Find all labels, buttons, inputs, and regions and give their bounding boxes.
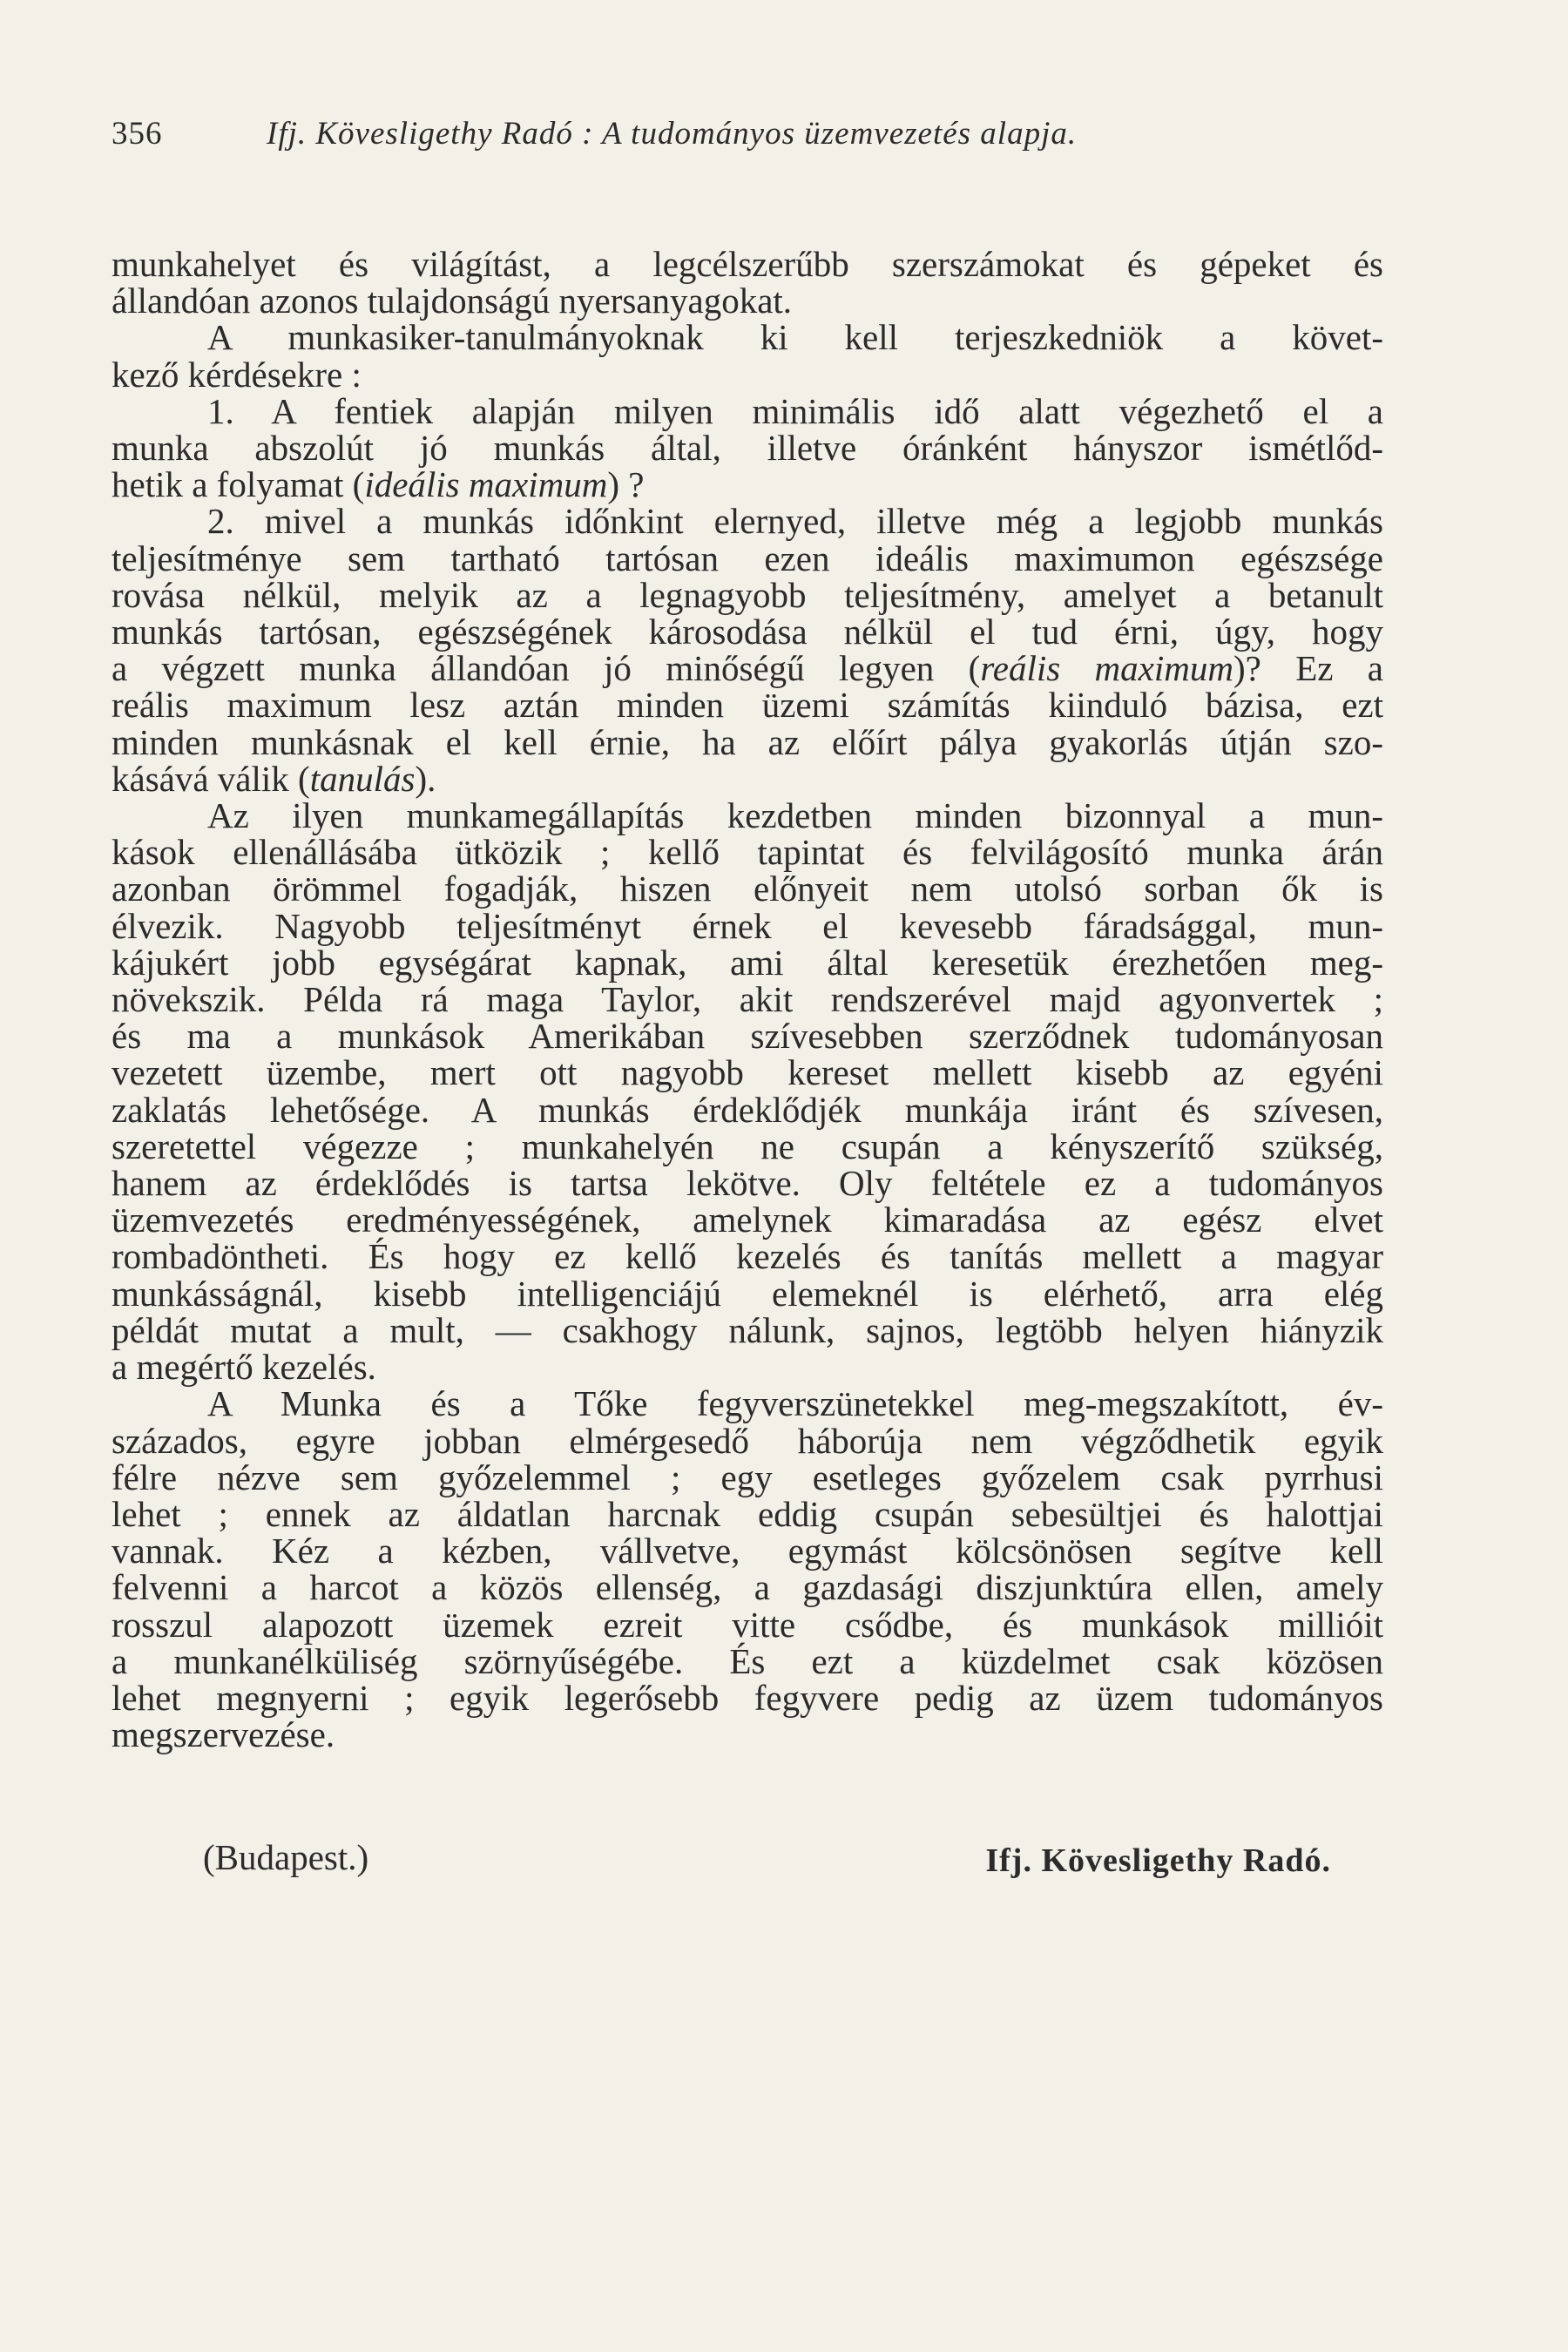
text-line: 1. A fentiek alapján milyen minimális idő alatt végezhető el a [207, 390, 1383, 431]
text-line: kások ellenállásába ütközik ; kellő tapintat és felvilágosító munka árán [112, 832, 1383, 873]
text-line: minden munkásnak el kell érnie, ha az előírt pálya gyakorlás útján szo- [112, 721, 1383, 762]
paragraph-1 [112, 246, 1383, 319]
text-line: munkásságnál, kisebb intelligenciájú elemeknél is elérhető, arra elég [112, 1273, 1383, 1314]
text-line: azonban örömmel fogadják, hiszen előnyeit nem utolsó sorban ők is [112, 868, 1383, 909]
page-header [112, 115, 1383, 167]
text-line: állandóan azonos tulajdonságú nyersanyagokat. [112, 280, 793, 321]
text-line: rosszul alapozott üzemek ezreit vitte csődbe, és munkások millióit [112, 1604, 1383, 1645]
paragraph-3 [112, 390, 1383, 505]
signature-row [112, 1836, 1383, 1889]
text-line: reális maximum lesz aztán minden üzemi számítás kiinduló bázisa, ezt [112, 685, 1383, 726]
text-segment: ) ? [607, 464, 645, 505]
text-line: a megértő kezelés. [112, 1347, 376, 1388]
italic-term: tanulás [309, 758, 416, 799]
running-head: Ifj. Kövesligethy Radó : A tudományos üzemvezetés alapja. [267, 116, 1078, 152]
paragraph-5 [112, 795, 1383, 1388]
text-segment: )? Ez a [1233, 648, 1383, 689]
text-line: munkahelyet és világítást, a legcélszerűbb szerszámokat és gépeket és [112, 244, 1383, 284]
text-line: és ma a munkások Amerikában szívesebben szerződnek tudományosan [112, 1016, 1383, 1057]
italic-term: reális maximum [980, 648, 1233, 689]
text-line: lehet megnyerni ; egyik legerősebb fegyvere pedig az üzem tudományos [112, 1677, 1383, 1718]
text-line: zaklatás lehetősége. A munkás érdeklődjék munkája iránt és szívesen, [112, 1089, 1383, 1130]
text-segment: ). [415, 758, 436, 799]
text-line: hanem az érdeklődés is tartsa lekötve. Oly feltétele ez a tudományos [112, 1163, 1383, 1204]
text-line: a munkanélküliség szörnyűségébe. És ezt a küzdelmet csak közösen [112, 1640, 1383, 1681]
text-line: rovása nélkül, melyik az a legnagyobb teljesítmény, amelyet a betanult [112, 574, 1383, 615]
text-line: vannak. Kéz a kézben, vállvetve, egymást kölcsönösen segítve kell [112, 1531, 1383, 1571]
text-segment: a végzett munka állandóan jó minőségű legyen ( [112, 648, 981, 689]
text-line: félre nézve sem győzelemmel ; egy esetleges győzelem csak pyrrhusi [112, 1456, 1383, 1497]
text-line: élvezik. Nagyobb teljesítményt érnek el kevesebb fáradsággal, mun- [112, 905, 1383, 946]
text-line: növekszik. Példa rá maga Taylor, akit rendszerével majd agyonvertek ; [112, 979, 1383, 1020]
text-segment: kásává válik ( [112, 758, 310, 799]
text-line: 2. mivel a munkás időnkint elernyed, illetve még a legjobb munkás [207, 501, 1383, 542]
text-line [112, 648, 1383, 689]
text-line: üzemvezetés eredményességének, amelynek kimaradása az egész elvet [112, 1200, 1383, 1240]
text-line [112, 466, 1383, 503]
paragraph-6 [112, 1385, 1383, 1753]
author-signature: Ifj. Kövesligethy Radó. [985, 1842, 1331, 1879]
text-segment: hetik a folyamat ( [112, 464, 365, 505]
text-line: A Munka és a Tőke fegyverszünetekkel meg-megszakított, év- [207, 1383, 1383, 1424]
text-line: százados, egyre jobban elmérgesedő háborúja nem végződhetik egyik [112, 1420, 1383, 1461]
paragraph-2 [112, 317, 1383, 395]
text-line: munka abszolút jó munkás által, illetve óránként hányszor ismétlőd- [112, 428, 1383, 469]
text-line: teljesítménye sem tartható tartósan ezen ideális maximumon egészsége [112, 537, 1383, 578]
text-line: vezetett üzembe, mert ott nagyobb kereset mellett kisebb az egyéni [112, 1052, 1383, 1093]
text-line [112, 760, 1383, 797]
paragraph-4 [112, 503, 1383, 797]
text-line: Az ilyen munkamegállapítás kezdetben minden bizonnyal a mun- [207, 795, 1383, 836]
place-of-writing: (Budapest.) [203, 1837, 369, 1877]
text-line: kező kérdésekre : [112, 354, 362, 395]
text-line: példát mutat a mult, — csakhogy nálunk, sajnos, legtöbb helyen hiányzik [112, 1309, 1383, 1350]
text-line: rombadöntheti. És hogy ez kellő kezelés és tanítás mellett a magyar [112, 1236, 1383, 1277]
italic-term: ideális maximum [364, 464, 608, 505]
text-line: kájukért jobb egységárat kapnak, ami által keresetük érezhetően meg- [112, 942, 1383, 983]
page-number: 356 [112, 116, 163, 152]
text-line: munkás tartósan, egészségének károsodása nélkül el tud érni, úgy, hogy [112, 612, 1383, 652]
article-body [112, 246, 1383, 1753]
text-line: megszervezése. [112, 1714, 335, 1755]
text-line: lehet ; ennek az áldatlan harcnak eddig csupán sebesültjei és halottjai [112, 1493, 1383, 1534]
text-line: A munkasiker-tanulmányoknak ki kell terjeszkedniök a követ- [207, 317, 1383, 358]
text-line: szeretettel végezze ; munkahelyén ne csupán a kényszerítő szükség, [112, 1125, 1383, 1166]
text-line: felvenni a harcot a közös ellenség, a gazdasági diszjunktúra ellen, amely [112, 1567, 1383, 1608]
